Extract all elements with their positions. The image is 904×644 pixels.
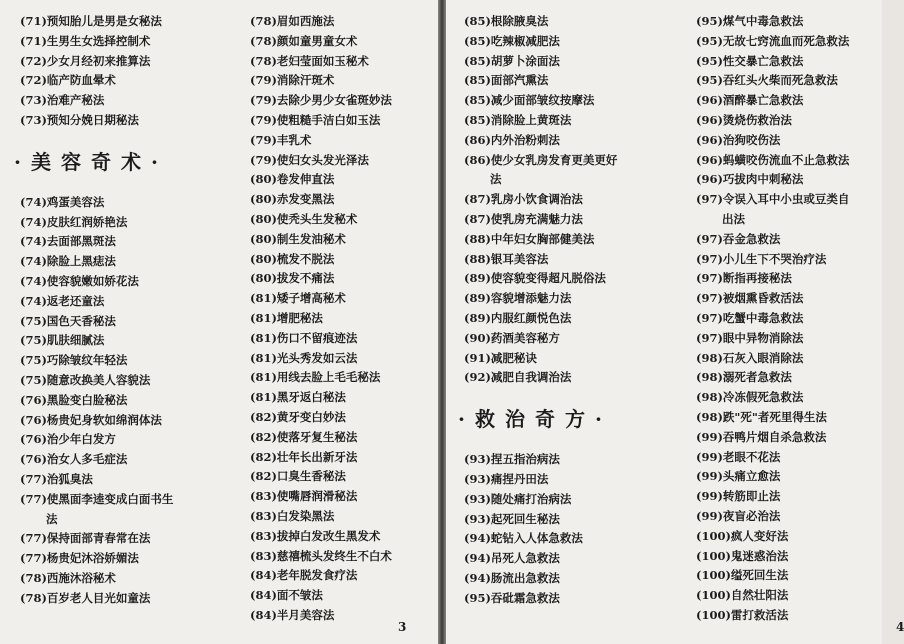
toc-entry: (97)被烟熏昏救活法 [696,291,804,306]
toc-entry: (82)口臭生香秘法 [250,469,346,484]
toc-entry: (95)吞红头火柴而死急救法 [696,73,838,88]
right-page [446,0,904,644]
page-number: 4 [896,620,904,634]
toc-entry: (79)丰乳术 [250,132,312,147]
toc-entry: (90)药酒美容秘方 [464,330,560,345]
toc-entry: (83)拔掉白发改生黑发术 [250,528,381,543]
toc-entry: (98)冷冻假死急救法 [696,390,804,405]
toc-entry: (97)吞金急救法 [696,231,781,246]
toc-entry: (85)减少面部皱纹按摩法 [464,93,595,108]
toc-entry: (74)返老还童法 [20,293,105,308]
toc-entry: (76)治少年白发方 [20,432,116,447]
toc-entry: (93)起死回生秘法 [464,511,560,526]
section-title: ·救治奇方· [458,407,612,432]
toc-entry: (89)内服红颜悦色法 [464,310,572,325]
toc-entry: (95)吞砒霜急救法 [464,590,560,605]
toc-entry: (85)根除腋臭法 [464,14,549,28]
toc-entry: (76)治女人多毛症法 [20,452,128,467]
toc-entry: (91)减肥秘诀 [464,350,537,365]
toc-entry: (84)老年脱发食疗法 [250,568,358,583]
toc-entry-continuation: 出法 [722,211,745,226]
toc-entry: (80)拔发不痛法 [250,271,335,286]
toc-entry: (84)面不皱法 [250,588,323,603]
toc-entry: (71)预知胎儿是男是女秘法 [20,14,162,28]
toc-entry: (74)鸡蛋美容法 [20,194,105,209]
toc-entry: (95)无故七窍流血而死急救法 [696,33,850,48]
toc-entry: (97)小儿生下不哭治疗法 [696,251,827,266]
toc-entry: (100)雷打救活法 [696,607,789,622]
toc-entry: (93)随处痛打治病法 [464,491,572,506]
toc-entry: (87)乳房小饮食调治法 [464,192,583,207]
left-column-2 [250,12,435,626]
toc-entry: (87)使乳房充满魅力法 [464,211,583,226]
toc-entry: (97)吃蟹中毒急救法 [696,310,804,325]
toc-entry: (75)巧除皱纹年轻法 [20,353,128,368]
toc-entry: (83)使嘴唇润滑秘法 [250,489,358,504]
toc-entry: (85)消除脸上黄斑法 [464,112,572,127]
toc-entry: (94)肠流出急救法 [464,570,560,585]
toc-entry: (83)白发染黑法 [250,508,335,523]
toc-entry: (93)捏五指治病法 [464,452,560,467]
toc-entry: (75)国色天香秘法 [20,313,116,328]
toc-entry: (76)杨贵妃身软如绵润体法 [20,412,162,427]
toc-entry: (100)疯人变好法 [696,528,789,543]
toc-entry: (98)石灰入眼消除法 [696,350,804,365]
toc-entry: (81)用线去脸上毛毛秘法 [250,370,381,385]
toc-entry: (80)卷发伸直法 [250,172,335,187]
toc-entry: (86)内外治粉刺法 [464,132,560,147]
toc-entry-continuation: 法 [46,511,58,526]
toc-entry: (94)蛇钻入人体急救法 [464,531,583,546]
toc-entry: (80)赤发变黑法 [250,192,335,207]
toc-entry: (77)使黑面李逵变成白面书生 [20,491,174,506]
toc-entry: (85)胡萝卜涂面法 [464,53,560,68]
toc-entry: (89)容貌增添魅力法 [464,291,572,306]
toc-entry: (79)消除汗斑术 [250,73,335,88]
toc-entry: (98)溺死者急救法 [696,370,792,385]
toc-entry: (96)治狗咬伤法 [696,132,781,147]
toc-entry: (79)使粗糙手洁白如玉法 [250,112,381,127]
toc-entry: (81)伤口不留痕迹法 [250,330,358,345]
section-title: ·美容奇术· [14,149,168,174]
toc-entry: (81)矮子增高秘术 [250,291,346,306]
toc-entry: (94)吊死人急救法 [464,551,560,566]
toc-entry: (99)转筋即止法 [696,489,781,504]
toc-entry: (85)吃辣椒减肥法 [464,33,560,48]
left-page [0,0,438,644]
toc-entry: (71)生男生女选择控制术 [20,33,151,48]
toc-entry: (82)黄牙变白妙法 [250,409,346,424]
toc-entry: (79)去除少男少女雀斑妙法 [250,93,392,108]
toc-entry: (97)眼中异物消除法 [696,330,804,345]
toc-entry: (77)杨贵妃沐浴娇媚法 [20,551,139,566]
toc-entry: (86)使少女乳房发育更美更好 [464,152,618,167]
toc-entry: (74)使容貌嫩如娇花法 [20,273,139,288]
toc-entry: (95)性交暴亡急救法 [696,53,804,68]
toc-entry: (75)肌肤细腻法 [20,333,105,348]
toc-entry: (97)断指再接秘法 [696,271,792,286]
toc-entry: (82)使落牙复生秘法 [250,429,358,444]
toc-entry: (74)除脸上黑痣法 [20,254,116,269]
toc-entry: (74)皮肤红润娇艳法 [20,214,128,229]
toc-entry: (96)酒醉暴亡急救法 [696,93,804,108]
toc-entry: (76)黑脸变白脸秘法 [20,392,128,407]
toc-entry: (100)鬼迷惑治法 [696,548,789,563]
toc-entry: (72)少女月经初来推算法 [20,53,151,68]
toc-entry: (93)痛捏丹田法 [464,471,549,486]
toc-entry-continuation: 法 [490,172,502,187]
toc-entry: (97)令误入耳中小虫或豆类自 [696,192,850,207]
toc-entry: (81)黑牙返白秘法 [250,390,346,405]
toc-entry: (73)预知分娩日期秘法 [20,112,139,127]
toc-entry: (99)老眼不花法 [696,449,781,464]
toc-entry: (78)百岁老人目光如童法 [20,590,151,605]
toc-entry: (99)吞鸭片烟自杀急救法 [696,429,827,444]
toc-entry: (85)面部汽熏法 [464,73,549,88]
toc-entry: (99)头痛立愈法 [696,469,781,484]
toc-entry: (77)治狐臭法 [20,471,93,486]
toc-entry: (77)保持面部青春常在法 [20,531,151,546]
toc-entry: (79)使妇女头发光泽法 [250,152,369,167]
toc-entry: (100)自然壮阳法 [696,588,789,603]
toc-entry: (81)光头秀发如云法 [250,350,358,365]
toc-entry: (80)梳发不脱法 [250,251,335,266]
toc-entry: (74)去面部黑斑法 [20,234,116,249]
toc-entry: (84)半月美容法 [250,607,335,622]
right-column-1 [458,12,682,609]
toc-entry: (82)壮年长出新牙法 [250,449,358,464]
toc-entry: (83)慈禧梳头发终生不白术 [250,548,392,563]
toc-entry: (98)跌"死"者死里得生法 [696,409,827,424]
toc-entry: (96)蚂蟥咬伤流血不止急救法 [696,152,850,167]
toc-entry: (96)烫烧伤救治法 [696,112,792,127]
toc-entry: (88)银耳美容法 [464,251,549,266]
toc-entry: (78)老妇莹面如玉秘术 [250,53,369,68]
right-column-2 [696,12,878,626]
toc-entry: (78)西施沐浴秘术 [20,570,116,585]
book-spine [438,0,446,644]
toc-entry: (99)夜盲必治法 [696,508,781,523]
toc-entry: (96)巧拔肉中刺秘法 [696,172,804,187]
toc-entry: (80)使秃头生发秘术 [250,211,358,226]
toc-entry: (72)临产防血晕术 [20,73,116,88]
toc-entry: (100)缢死回生法 [696,568,789,583]
toc-entry: (80)制生发油秘术 [250,231,346,246]
toc-entry: (95)煤气中毒急救法 [696,14,804,28]
toc-entry: (78)眉如西施法 [250,14,335,28]
toc-entry: (88)中年妇女胸部健美法 [464,231,595,246]
left-column-1 [14,12,235,609]
toc-entry: (89)使容貌变得超凡脱俗法 [464,271,606,286]
toc-entry: (78)颜如童男童女术 [250,33,358,48]
page-number: 3 [398,620,407,634]
toc-entry: (75)随意改换美人容貌法 [20,372,151,387]
toc-entry: (73)治难产秘法 [20,93,105,108]
toc-entry: (81)增肥秘法 [250,310,323,325]
toc-entry: (92)减肥自我调治法 [464,370,572,385]
